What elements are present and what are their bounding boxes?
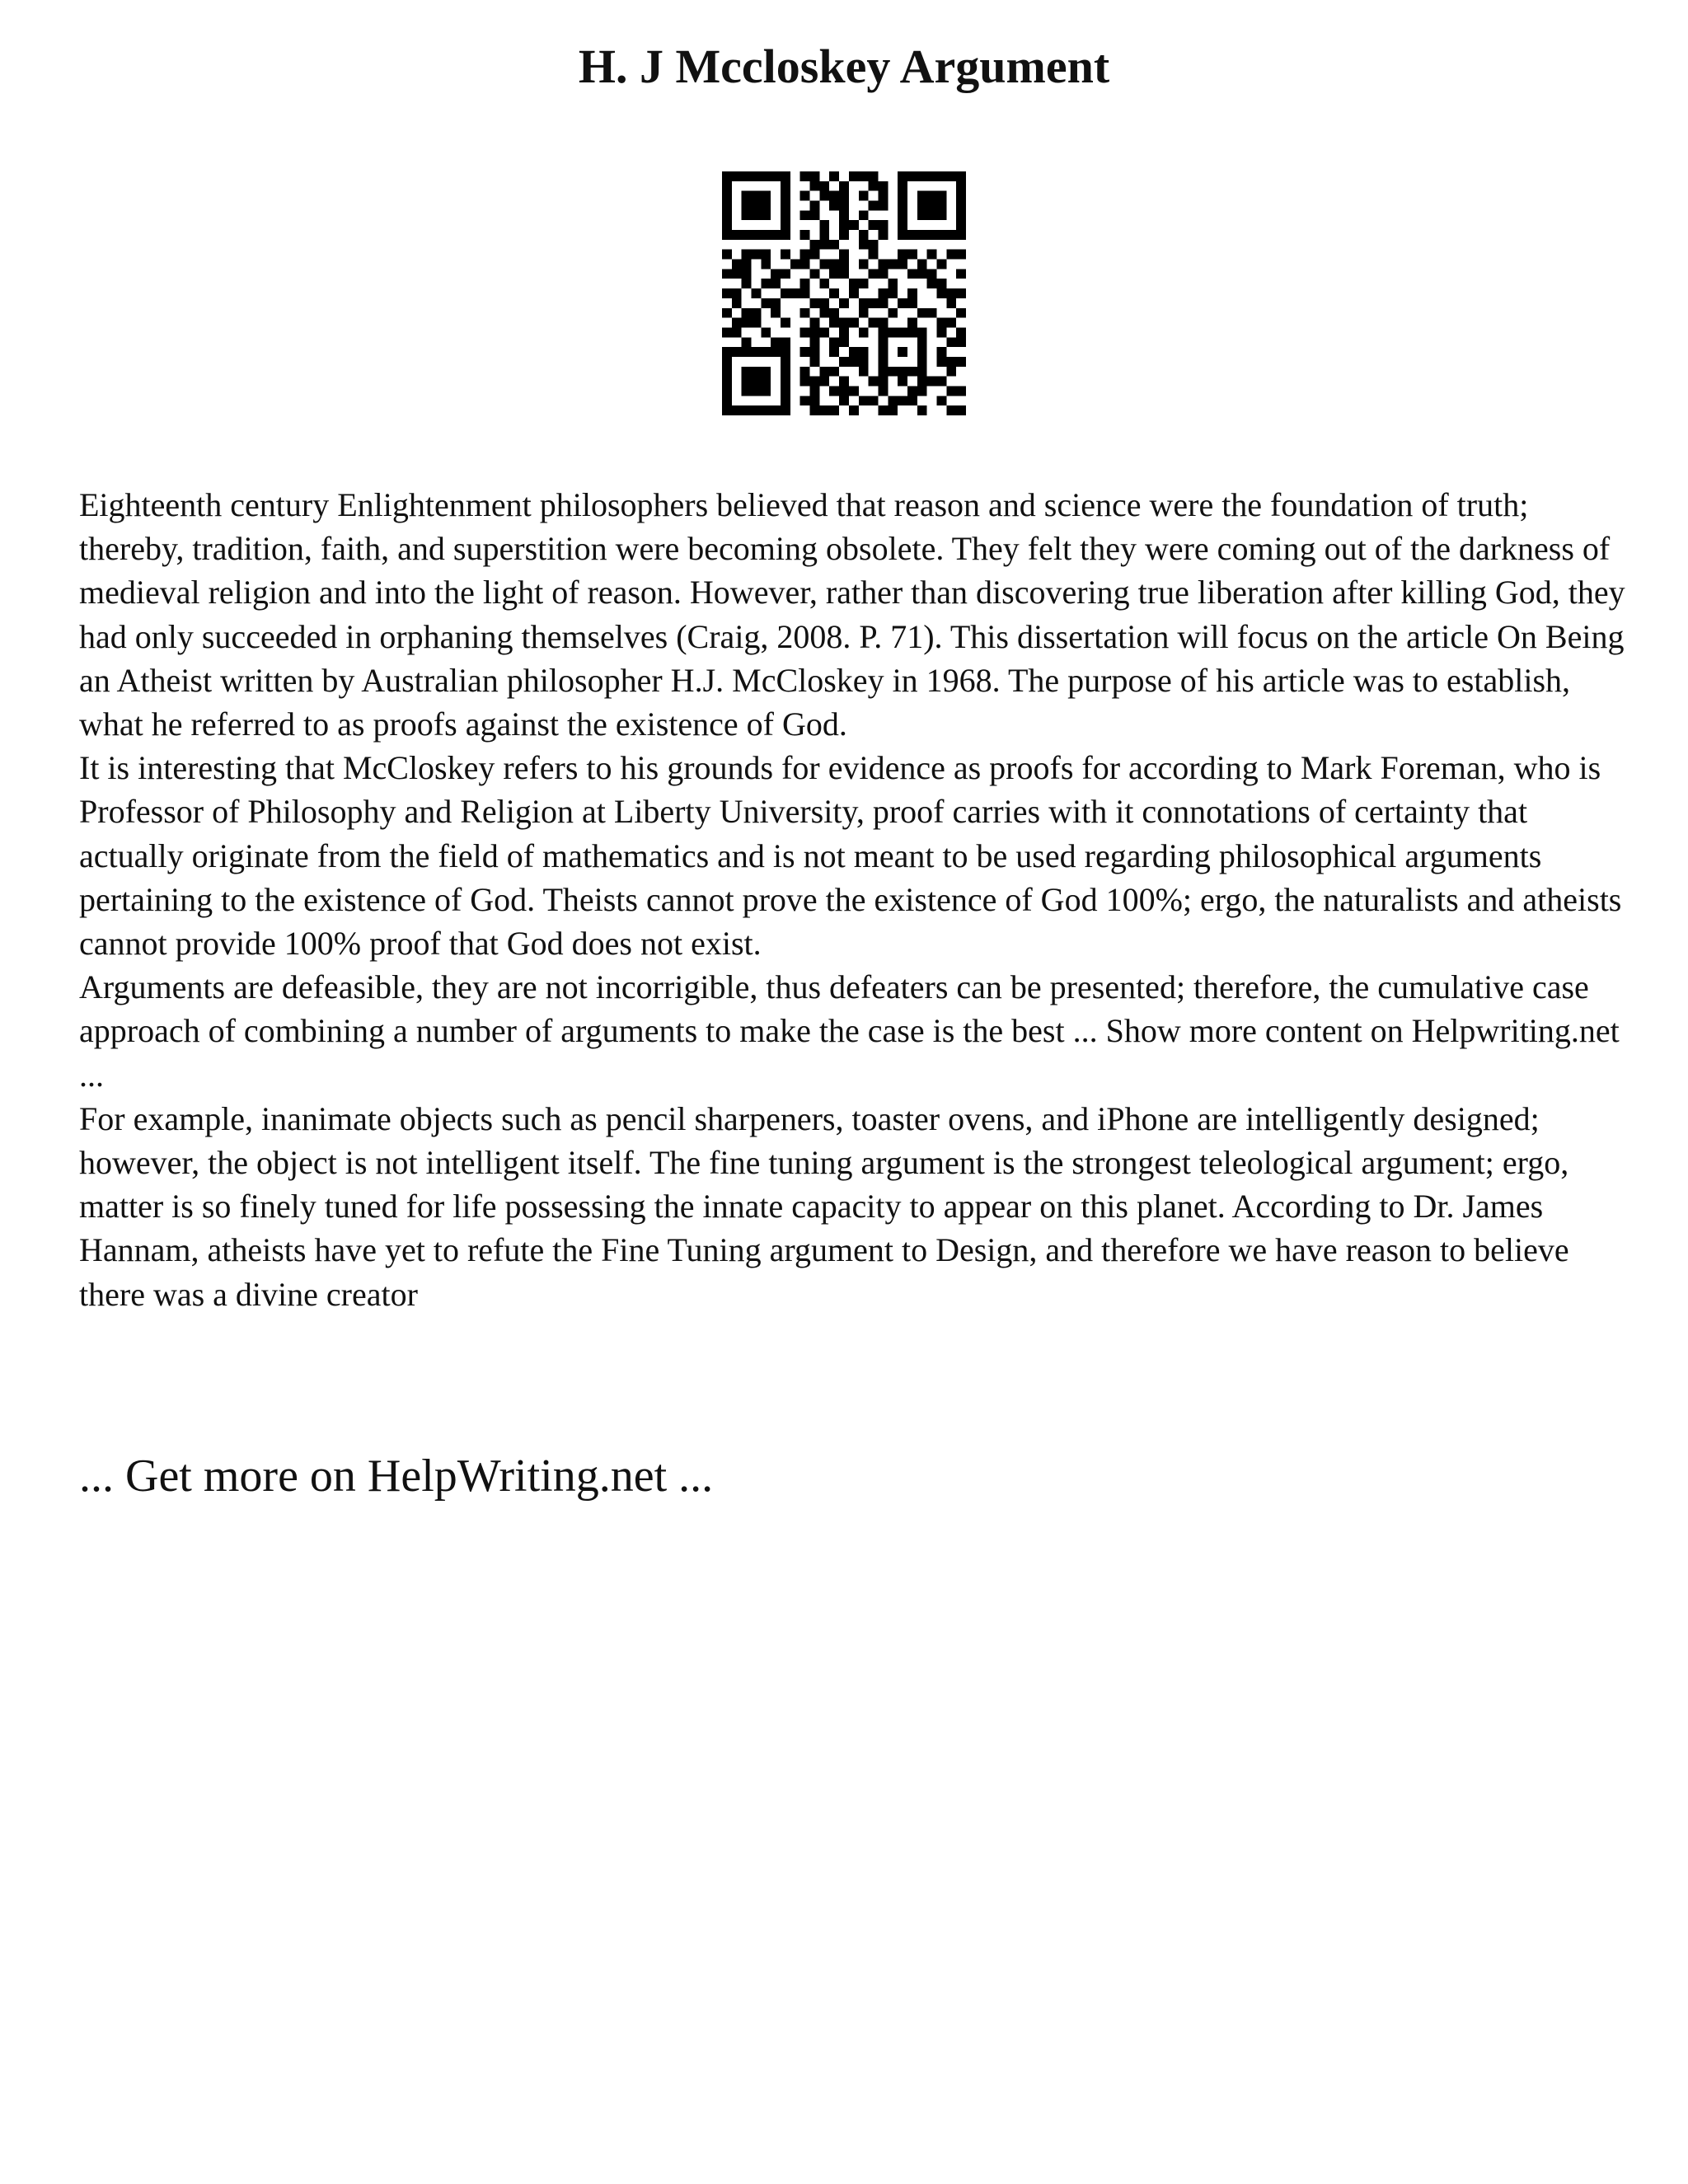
document-title: H. J Mccloskey Argument — [578, 40, 1110, 93]
qr-code-icon — [722, 171, 966, 415]
paragraph-2: It is interesting that McCloskey refers to his grounds for evidence as proofs for according to Mark Foreman, who is Professor of Philosophy and Religion at Liberty University, proof carries with it connotations of certainty that actually originate from the field of mathematics and is not meant to be used regarding philosophical arguments pertaining to the existence of God. Theists cannot prove the existence of God 100%; ergo, the naturalists and atheists cannot provide 100% proof that God does not exist. — [79, 749, 1622, 963]
paragraph-1: Eighteenth century Enlightenment philosophers believed that reason and science were the foundation of truth; thereby, tradition, faith, and superstition were becoming obsolete. They felt they were coming out of the darkness of medieval religion and into the light of reason. However, rather than discovering true liberation after killing God, they had only succeeded in orphaning themselves (Craig, 2008. P. 71). This dissertation will focus on the article On Being an Atheist written by Australian philosopher H.J. McCloskey in 1968. The purpose of his article was to establish, what he referred to as proofs against the existence of God. — [79, 486, 1625, 743]
get-more-link[interactable]: ... Get more on HelpWriting.net ... — [79, 1451, 714, 1502]
paragraph-4: For example, inanimate objects such as pencil sharpeners, toaster ovens, and iPhone are intelligently designed; however, the object is not intelligent itself. The fine tuning argument is the strongest teleological argument; ergo, matter is so finely tuned for life possessing the innate capacity to appear on this planet. According to Dr. James Hannam, atheists have yet to refute the Fine Tuning argument to Design, and therefore we have reason to believe there was a divine creator — [79, 1099, 1569, 1313]
article-body — [79, 483, 1629, 1316]
paragraph-3: Arguments are defeasible, they are not incorrigible, thus defeaters can be presented; therefore, the cumulative case approach of combining a number of arguments to make the case is the best ... Show more content on Helpwriting.net ... — [79, 968, 1620, 1094]
